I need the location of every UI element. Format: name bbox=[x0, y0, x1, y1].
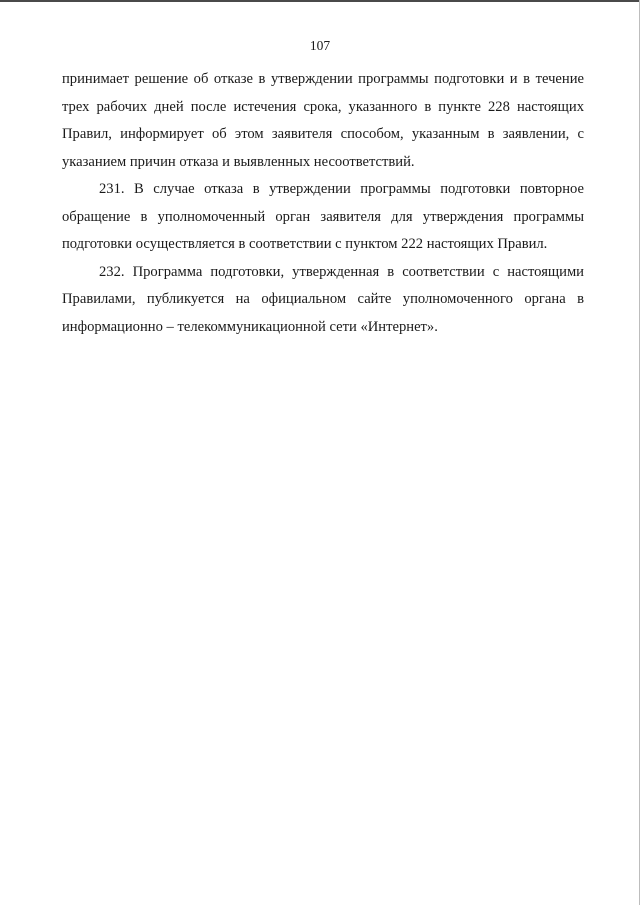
document-body bbox=[62, 66, 584, 341]
paragraph-item-231: 231. В случае отказа в утверждении программы подготовки повторное обращение в уполномоченный орган заявителя для утверждения программы подготовки осуществляется в соответствии с пунктом 222 настоящих Правил. bbox=[62, 181, 584, 252]
paragraph-continuation: принимает решение об отказе в утверждении программы подготовки и в течение трех рабочих дней после истечения срока, указанного в пункте 228 настоящих Правил, информирует об этом заявителя способом, указанным в заявлении, с указанием причин отказа и выявленных несоответствий. bbox=[62, 71, 584, 170]
scan-border-top bbox=[0, 0, 640, 2]
paragraph-item-232: 232. Программа подготовки, утвержденная в соответствии с настоящими Правилами, публикуется на официальном сайте уполномоченного органа в информационно – телекоммуникационной сети «Интернет». bbox=[62, 263, 584, 335]
page-number: 107 bbox=[309, 38, 331, 53]
